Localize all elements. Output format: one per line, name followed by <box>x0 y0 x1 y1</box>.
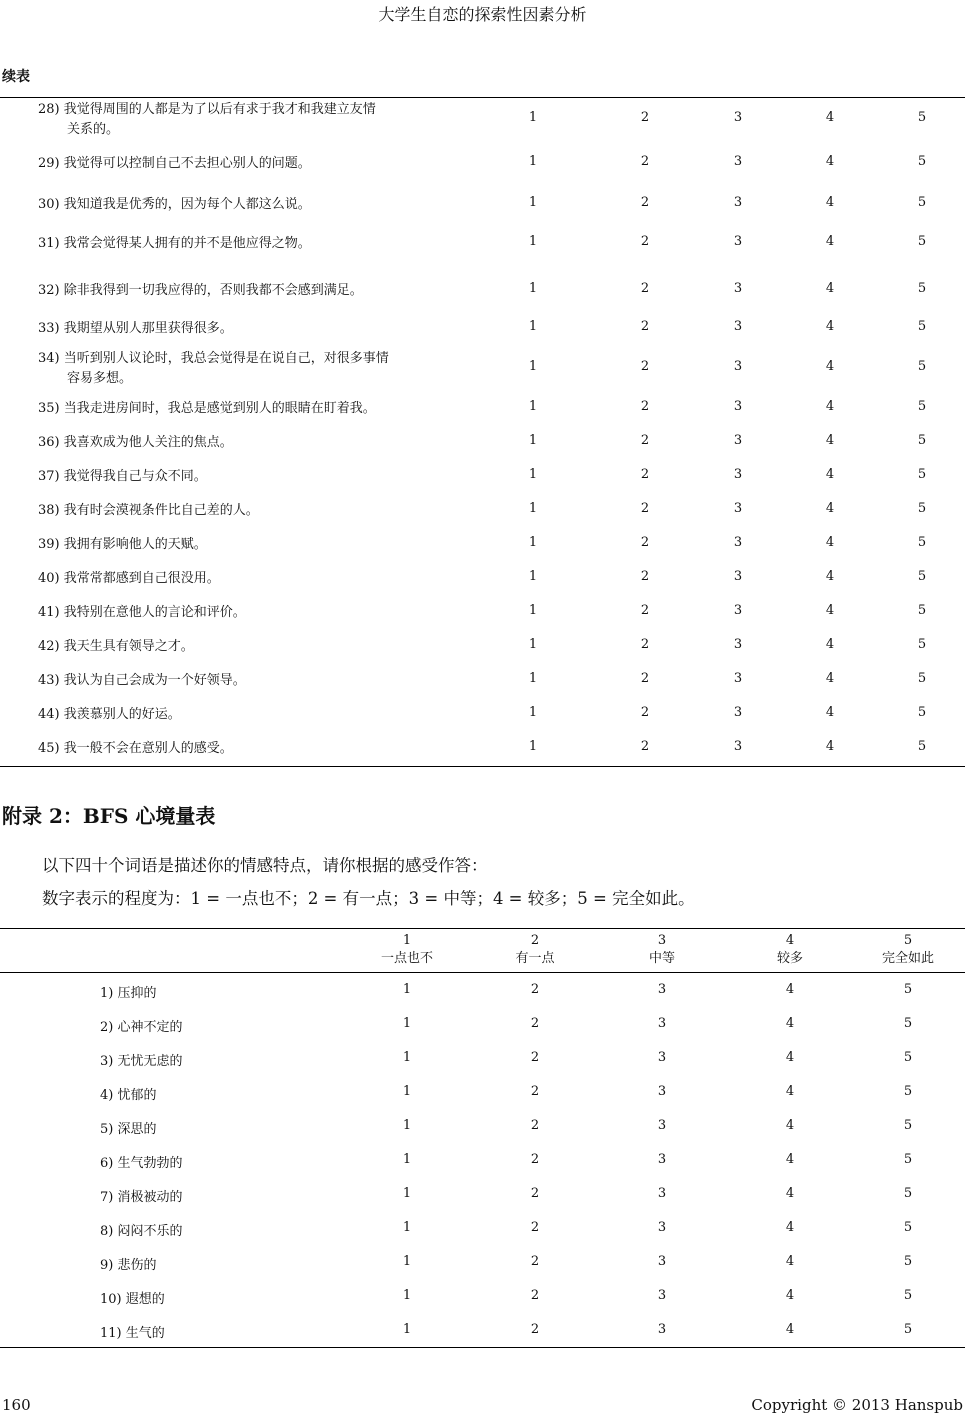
scale-header-label: 较多 <box>776 951 803 966</box>
score-option-4: 4 <box>825 467 835 482</box>
score-option-3: 3 <box>657 1220 667 1235</box>
item-line <box>38 102 376 117</box>
bfs-table-top-rule <box>0 928 965 929</box>
item-text <box>38 154 458 174</box>
score-option-5: 5 <box>917 501 927 516</box>
score-option-5: 5 <box>903 1118 913 1133</box>
item-number: 43) <box>38 673 60 688</box>
item-line <box>38 673 246 688</box>
item-number: 34) <box>38 351 60 366</box>
instruction-line-2: 数字表示的程度为：1 = 一点也不；2 = 有一点；3 = 中等；4 = 较多；5 = 完全如此。 <box>42 889 695 908</box>
score-option-4: 4 <box>825 359 835 374</box>
score-option-1: 1 <box>402 1152 412 1167</box>
score-option-1: 1 <box>528 195 538 210</box>
score-option-5: 5 <box>917 359 927 374</box>
score-option-1: 1 <box>528 154 538 169</box>
table-row <box>0 739 965 759</box>
item-text <box>38 399 458 419</box>
item-statement: 我羡慕别人的好运。 <box>63 707 181 722</box>
item-number: 37) <box>38 469 60 484</box>
score-option-2: 2 <box>640 234 650 249</box>
score-option-2: 2 <box>530 1220 540 1235</box>
score-option-3: 3 <box>657 1152 667 1167</box>
item-text <box>38 349 458 389</box>
score-option-5: 5 <box>903 1322 913 1337</box>
table-row <box>0 1118 965 1138</box>
score-option-3: 3 <box>657 1016 667 1031</box>
item-number: 35) <box>38 401 60 416</box>
item-statement: 我觉得周围的人都是为了以后有求于我才和我建立友情 <box>63 102 376 117</box>
score-option-3: 3 <box>733 535 743 550</box>
score-option-3: 3 <box>733 359 743 374</box>
score-option-3: 3 <box>733 637 743 652</box>
table-row <box>0 1016 965 1036</box>
table-row <box>0 234 965 254</box>
score-option-2: 2 <box>530 1186 540 1201</box>
scale-header-number: 2 <box>530 933 540 948</box>
score-option-4: 4 <box>825 433 835 448</box>
item-statement: 我期望从别人那里获得很多。 <box>63 321 233 336</box>
score-option-2: 2 <box>530 1288 540 1303</box>
score-option-5: 5 <box>917 637 927 652</box>
score-option-2: 2 <box>640 154 650 169</box>
item-statement: 我常会觉得某人拥有的并不是他应得之物。 <box>63 236 311 251</box>
score-option-5: 5 <box>917 739 927 754</box>
score-option-2: 2 <box>640 535 650 550</box>
score-option-5: 5 <box>917 195 927 210</box>
item-line <box>38 401 376 416</box>
scale-header-2 <box>485 932 585 968</box>
score-option-4: 4 <box>825 603 835 618</box>
score-option-3: 3 <box>733 154 743 169</box>
score-option-2: 2 <box>530 1254 540 1269</box>
item-number: 29) <box>38 156 60 171</box>
item-text <box>38 195 458 215</box>
scale-header-4 <box>740 932 840 968</box>
item-statement: 我特别在意他人的言论和评价。 <box>63 605 246 620</box>
score-option-5: 5 <box>903 1152 913 1167</box>
score-option-3: 3 <box>733 281 743 296</box>
score-option-4: 4 <box>785 982 795 997</box>
item-statement: 我常常都感到自己很没用。 <box>63 571 220 586</box>
score-option-4: 4 <box>825 569 835 584</box>
score-option-1: 1 <box>402 1254 412 1269</box>
score-option-4: 4 <box>825 195 835 210</box>
score-option-1: 1 <box>528 705 538 720</box>
item-number: 41) <box>38 605 60 620</box>
item-number: 42) <box>38 639 60 654</box>
score-option-2: 2 <box>640 705 650 720</box>
table-row <box>0 433 965 453</box>
scale-header-number: 4 <box>785 933 795 948</box>
scale-header-3 <box>612 932 712 968</box>
score-option-5: 5 <box>917 433 927 448</box>
score-option-4: 4 <box>825 399 835 414</box>
score-option-2: 2 <box>530 1322 540 1337</box>
mood-word: 6) 生气勃勃的 <box>100 1156 183 1171</box>
copyright-notice: Copyright © 2013 Hanspub <box>751 1396 963 1414</box>
score-option-1: 1 <box>528 281 538 296</box>
score-option-2: 2 <box>640 359 650 374</box>
item-text <box>38 739 458 759</box>
mood-word: 3) 无忧无虑的 <box>100 1054 183 1069</box>
score-option-4: 4 <box>785 1220 795 1235</box>
score-option-1: 1 <box>528 399 538 414</box>
item-text <box>38 433 458 453</box>
item-statement: 除非我得到一切我应得的，否则我都不会感到满足。 <box>63 283 363 298</box>
score-option-4: 4 <box>825 705 835 720</box>
item-statement: 我认为自己会成为一个好领导。 <box>63 673 246 688</box>
score-option-4: 4 <box>825 110 835 125</box>
score-option-1: 1 <box>528 433 538 448</box>
item-text <box>38 671 458 691</box>
score-option-4: 4 <box>825 739 835 754</box>
item-statement: 当我走进房间时，我总是感觉到别人的眼睛在盯着我。 <box>63 401 376 416</box>
item-line <box>38 469 207 484</box>
score-option-5: 5 <box>917 603 927 618</box>
item-line <box>38 236 311 251</box>
table-row <box>0 982 965 1002</box>
table-row <box>0 535 965 555</box>
score-option-1: 1 <box>402 1084 412 1099</box>
score-option-3: 3 <box>733 603 743 618</box>
table-row <box>0 319 965 339</box>
item-number: 45) <box>38 741 60 756</box>
scale-header-label: 一点也不 <box>380 951 433 966</box>
item-statement-cont: 容易多想。 <box>67 371 133 386</box>
item-statement: 当听到别人议论时，我总会觉得是在说自己，对很多事情 <box>63 351 389 366</box>
score-option-4: 4 <box>785 1288 795 1303</box>
score-option-2: 2 <box>530 1016 540 1031</box>
item-text <box>38 281 458 301</box>
score-option-4: 4 <box>785 1016 795 1031</box>
score-option-1: 1 <box>528 319 538 334</box>
bfs-table-bottom-rule <box>0 1347 965 1348</box>
score-option-1: 1 <box>528 359 538 374</box>
score-option-5: 5 <box>903 1288 913 1303</box>
score-option-3: 3 <box>733 569 743 584</box>
score-option-2: 2 <box>640 467 650 482</box>
table-row <box>0 705 965 725</box>
score-option-5: 5 <box>917 671 927 686</box>
score-option-1: 1 <box>528 110 538 125</box>
score-option-1: 1 <box>528 501 538 516</box>
score-option-2: 2 <box>640 319 650 334</box>
score-option-5: 5 <box>917 705 927 720</box>
item-text <box>38 535 458 555</box>
table-row <box>0 1322 965 1342</box>
item-line <box>38 197 311 212</box>
score-option-4: 4 <box>825 319 835 334</box>
item-line <box>38 503 259 518</box>
item-statement: 我天生具有领导之才。 <box>63 639 194 654</box>
score-option-2: 2 <box>640 501 650 516</box>
item-line <box>38 605 246 620</box>
score-option-4: 4 <box>785 1152 795 1167</box>
table-row <box>0 671 965 691</box>
item-text <box>38 637 458 657</box>
item-text <box>38 100 458 140</box>
mood-word: 11) 生气的 <box>100 1326 165 1341</box>
score-option-3: 3 <box>733 110 743 125</box>
scale-header-label: 有一点 <box>515 951 555 966</box>
scale-header-label: 完全如此 <box>881 951 934 966</box>
score-option-1: 1 <box>528 739 538 754</box>
score-option-4: 4 <box>785 1084 795 1099</box>
score-option-3: 3 <box>657 1050 667 1065</box>
item-text <box>38 234 458 254</box>
score-option-2: 2 <box>640 281 650 296</box>
table-row <box>0 1050 965 1070</box>
score-option-1: 1 <box>402 1186 412 1201</box>
score-option-5: 5 <box>917 319 927 334</box>
score-option-4: 4 <box>825 637 835 652</box>
item-number: 39) <box>38 537 60 552</box>
item-number: 33) <box>38 321 60 336</box>
score-option-4: 4 <box>825 671 835 686</box>
score-option-2: 2 <box>640 671 650 686</box>
item-number: 30) <box>38 197 60 212</box>
mood-word: 2) 心神不定的 <box>100 1020 183 1035</box>
score-option-2: 2 <box>640 603 650 618</box>
score-option-1: 1 <box>528 467 538 482</box>
table-row <box>0 281 965 301</box>
score-option-2: 2 <box>640 110 650 125</box>
table-row <box>0 1186 965 1206</box>
mood-word: 8) 闷闷不乐的 <box>100 1224 183 1239</box>
table-row <box>0 569 965 589</box>
item-statement-cont: 关系的。 <box>67 122 120 137</box>
table-row <box>0 637 965 657</box>
item-statement: 我拥有影响他人的天赋。 <box>63 537 207 552</box>
table-row <box>0 154 965 174</box>
item-line <box>38 741 233 756</box>
mood-word: 10) 遐想的 <box>100 1292 165 1307</box>
score-option-1: 1 <box>528 234 538 249</box>
score-option-5: 5 <box>903 1050 913 1065</box>
score-option-1: 1 <box>402 1118 412 1133</box>
score-option-4: 4 <box>785 1254 795 1269</box>
table-row <box>0 1288 965 1308</box>
score-option-5: 5 <box>917 281 927 296</box>
score-option-5: 5 <box>903 1186 913 1201</box>
item-line <box>38 156 311 171</box>
score-option-1: 1 <box>402 1322 412 1337</box>
table-row <box>0 467 965 487</box>
running-title: 大学生自恋的探索性因素分析 <box>378 5 587 24</box>
bfs-header-rule <box>0 972 965 973</box>
score-option-2: 2 <box>640 569 650 584</box>
item-line <box>38 571 220 586</box>
score-option-2: 2 <box>640 433 650 448</box>
item-number: 28) <box>38 102 60 117</box>
score-option-1: 1 <box>528 569 538 584</box>
score-option-3: 3 <box>733 399 743 414</box>
score-option-1: 1 <box>528 671 538 686</box>
score-option-1: 1 <box>402 1050 412 1065</box>
score-option-4: 4 <box>825 535 835 550</box>
item-line <box>38 639 194 654</box>
item-text <box>38 569 458 589</box>
scale-header-number: 1 <box>402 933 412 948</box>
score-option-2: 2 <box>640 195 650 210</box>
item-text <box>38 603 458 623</box>
item-line <box>38 283 363 298</box>
scale-header-5 <box>858 932 958 968</box>
score-option-5: 5 <box>903 1220 913 1235</box>
score-option-1: 1 <box>528 637 538 652</box>
item-line <box>38 537 207 552</box>
score-option-5: 5 <box>903 982 913 997</box>
table-bottom-rule <box>0 766 965 767</box>
item-line <box>38 351 389 366</box>
score-option-3: 3 <box>733 739 743 754</box>
table-row <box>0 603 965 623</box>
item-number: 44) <box>38 707 60 722</box>
mood-word: 1) 压抑的 <box>100 986 157 1001</box>
score-option-5: 5 <box>903 1016 913 1031</box>
mood-word: 4) 忧郁的 <box>100 1088 157 1103</box>
table-continued-label: 续表 <box>2 69 30 85</box>
score-option-1: 1 <box>402 1220 412 1235</box>
score-option-4: 4 <box>785 1322 795 1337</box>
item-statement: 我喜欢成为他人关注的焦点。 <box>63 435 233 450</box>
score-option-5: 5 <box>917 110 927 125</box>
table-row <box>0 195 965 215</box>
score-option-4: 4 <box>785 1118 795 1133</box>
score-option-1: 1 <box>528 535 538 550</box>
scale-header-number: 5 <box>903 933 913 948</box>
table-row <box>0 1220 965 1240</box>
score-option-3: 3 <box>657 982 667 997</box>
score-option-4: 4 <box>825 501 835 516</box>
score-option-2: 2 <box>530 1084 540 1099</box>
appendix-heading: 附录 2：BFS 心境量表 <box>2 804 216 828</box>
score-option-3: 3 <box>733 671 743 686</box>
score-option-5: 5 <box>903 1254 913 1269</box>
item-text <box>38 705 458 725</box>
item-statement: 我知道我是优秀的，因为每个人都这么说。 <box>63 197 311 212</box>
item-number: 40) <box>38 571 60 586</box>
score-option-3: 3 <box>733 467 743 482</box>
table-row <box>0 1084 965 1104</box>
item-text <box>38 319 458 339</box>
score-option-4: 4 <box>785 1186 795 1201</box>
score-option-5: 5 <box>903 1084 913 1099</box>
page-number: 160 <box>2 1396 31 1414</box>
item-number: 32) <box>38 283 60 298</box>
table-row <box>0 1152 965 1172</box>
item-number: 36) <box>38 435 60 450</box>
score-option-3: 3 <box>657 1288 667 1303</box>
table-row <box>0 349 965 389</box>
score-option-3: 3 <box>657 1254 667 1269</box>
score-option-3: 3 <box>657 1322 667 1337</box>
score-option-2: 2 <box>530 1152 540 1167</box>
score-option-1: 1 <box>402 982 412 997</box>
mood-word: 7) 消极被动的 <box>100 1190 183 1205</box>
instruction-line-1: 以下四十个词语是描述你的情感特点，请你根据的感受作答： <box>42 856 488 875</box>
score-option-4: 4 <box>825 154 835 169</box>
score-option-5: 5 <box>917 467 927 482</box>
table-row <box>0 1254 965 1274</box>
item-number: 31) <box>38 236 60 251</box>
score-option-2: 2 <box>640 399 650 414</box>
item-statement: 我觉得我自己与众不同。 <box>63 469 207 484</box>
item-line <box>38 435 233 450</box>
score-option-1: 1 <box>402 1016 412 1031</box>
score-option-4: 4 <box>825 234 835 249</box>
scale-header-number: 3 <box>657 933 667 948</box>
mood-word: 9) 悲伤的 <box>100 1258 157 1273</box>
score-option-4: 4 <box>825 281 835 296</box>
score-option-2: 2 <box>640 637 650 652</box>
item-line <box>38 707 181 722</box>
score-option-5: 5 <box>917 399 927 414</box>
item-statement: 我觉得可以控制自己不去担心别人的问题。 <box>63 156 311 171</box>
table-row <box>0 501 965 521</box>
item-number: 38) <box>38 503 60 518</box>
score-option-1: 1 <box>402 1288 412 1303</box>
score-option-4: 4 <box>785 1050 795 1065</box>
mood-word: 5) 深思的 <box>100 1122 157 1137</box>
item-line <box>38 321 233 336</box>
table-top-rule <box>0 97 965 98</box>
score-option-3: 3 <box>733 433 743 448</box>
score-option-3: 3 <box>657 1084 667 1099</box>
table-row <box>0 399 965 419</box>
score-option-2: 2 <box>640 739 650 754</box>
score-option-5: 5 <box>917 234 927 249</box>
score-option-5: 5 <box>917 154 927 169</box>
scale-header-label: 中等 <box>648 951 675 966</box>
score-option-3: 3 <box>657 1186 667 1201</box>
item-text <box>38 501 458 521</box>
score-option-3: 3 <box>733 195 743 210</box>
score-option-3: 3 <box>733 501 743 516</box>
score-option-2: 2 <box>530 1050 540 1065</box>
item-text <box>38 467 458 487</box>
item-statement: 我一般不会在意别人的感受。 <box>63 741 233 756</box>
table-row <box>0 100 965 140</box>
scale-header-1 <box>357 932 457 968</box>
score-option-3: 3 <box>733 705 743 720</box>
score-option-3: 3 <box>733 319 743 334</box>
score-option-2: 2 <box>530 1118 540 1133</box>
score-option-1: 1 <box>528 603 538 618</box>
score-option-5: 5 <box>917 535 927 550</box>
score-option-2: 2 <box>530 982 540 997</box>
score-option-3: 3 <box>657 1118 667 1133</box>
score-option-5: 5 <box>917 569 927 584</box>
score-option-3: 3 <box>733 234 743 249</box>
item-statement: 我有时会漠视条件比自己差的人。 <box>63 503 259 518</box>
